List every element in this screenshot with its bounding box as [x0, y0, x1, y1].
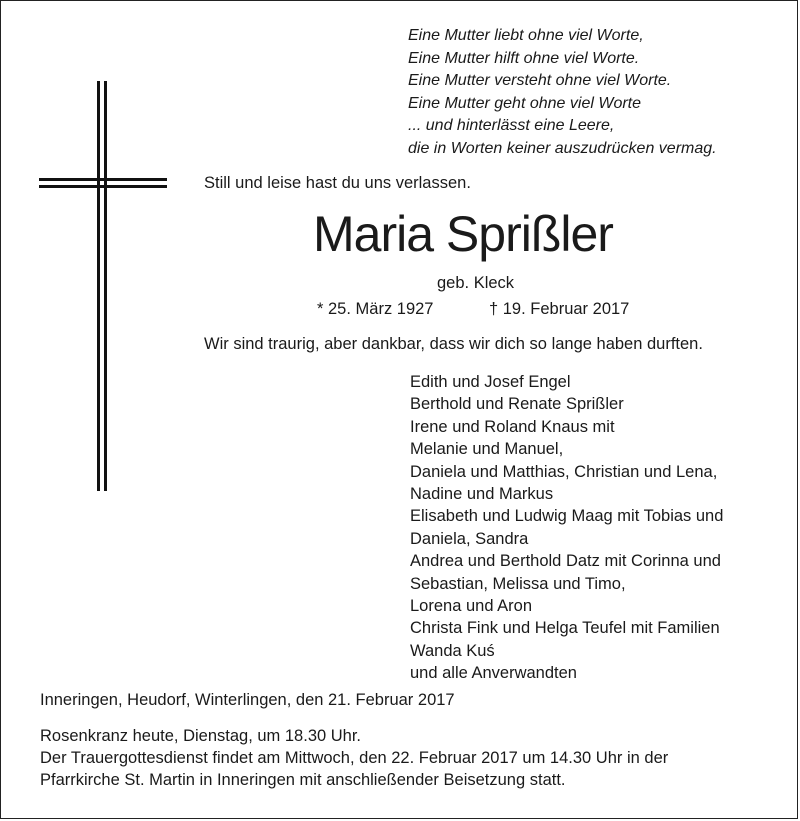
list-item: Edith und Josef Engel	[410, 373, 571, 391]
poem-line: die in Worten keiner auszudrücken vermag.	[408, 139, 717, 157]
death-date: † 19. Februar 2017	[489, 300, 630, 318]
intro-text: Still und leise hast du uns verlassen.	[204, 174, 471, 192]
mourners-list	[410, 371, 723, 685]
list-item: Andrea und Berthold Datz mit Corinna und	[410, 552, 721, 571]
poem-line: Eine Mutter versteht ohne viel Worte.	[408, 72, 672, 89]
poem-line: Eine Mutter hilft ohne viel Worte.	[408, 49, 640, 67]
service-line: Der Trauergottesdienst findet am Mittwoch, den 22. Februar 2017 um 14.30 Uhr in der	[40, 749, 669, 767]
list-item: Nadine und Markus	[410, 485, 554, 504]
list-item: Irene und Roland Knaus mit	[410, 417, 615, 436]
list-item: Christa Fink und Helga Teufel mit Familien	[410, 619, 720, 638]
place-date: Inneringen, Heudorf, Winterlingen, den 21. Februar 2017	[40, 691, 455, 709]
poem-line: Eine Mutter liebt ohne viel Worte,	[408, 27, 644, 44]
poem-line: ... und hinterlässt eine Leere,	[408, 117, 615, 134]
service-line: Pfarrkirche St. Martin in Inneringen mit anschließender Beisetzung statt.	[40, 771, 566, 789]
birth-date: * 25. März 1927	[317, 300, 434, 318]
service-line: Rosenkranz heute, Dienstag, um 18.30 Uhr.	[40, 727, 362, 745]
list-item: Elisabeth und Ludwig Maag mit Tobias und	[410, 507, 724, 526]
list-item: Daniela, Sandra	[410, 529, 529, 548]
list-item: Daniela und Matthias, Christian und Lena,	[410, 462, 718, 481]
list-item: Melanie und Manuel,	[410, 440, 564, 459]
gratitude-text: Wir sind traurig, aber dankbar, dass wir dich so lange haben durften.	[204, 335, 703, 353]
list-item: Wanda Kuś	[410, 641, 495, 660]
list-item: Berthold und Renate Sprißler	[410, 395, 624, 414]
maiden-name: geb. Kleck	[437, 274, 515, 292]
list-item: Lorena und Aron	[410, 597, 533, 616]
list-item: und alle Anverwandten	[410, 664, 577, 683]
poem-line: Eine Mutter geht ohne viel Worte	[408, 94, 642, 112]
poem	[408, 25, 717, 160]
service-info	[40, 725, 668, 791]
list-item: Sebastian, Melissa und Timo,	[410, 574, 626, 593]
deceased-name: Maria Sprißler	[313, 206, 613, 262]
